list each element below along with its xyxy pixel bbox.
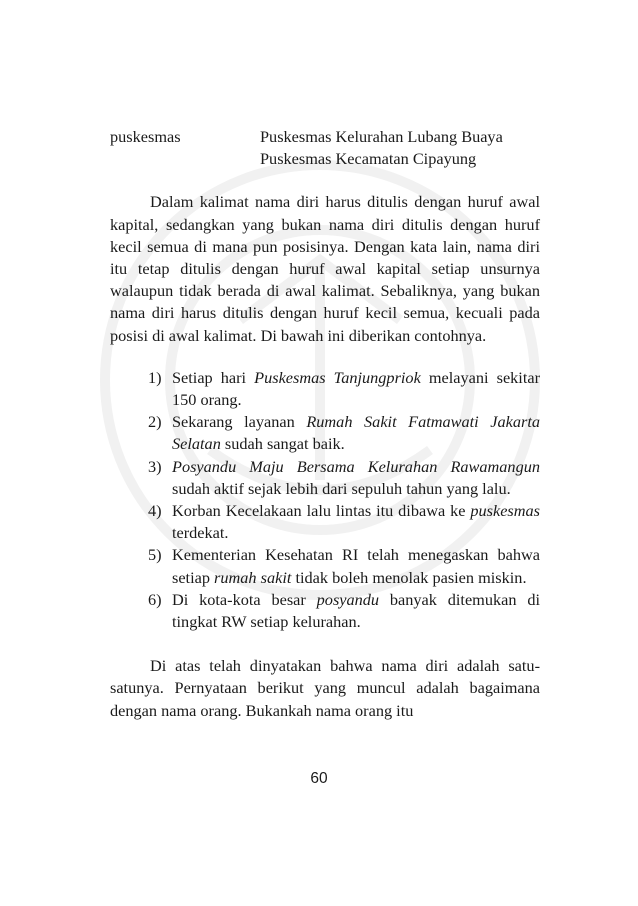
paragraph: Dalam kalimat nama diri harus ditulis dengan huruf awal kapital, sedangkan yang bukan nama diri ditulis dengan huruf kecil semua di mana pun posisinya. Dengan kata lain, nama diri itu tetap ditulis dengan huruf awal kapital setiap unsurnya walaupun tidak berada di awal kalimat. Sebaliknya, yang bukan nama diri harus ditulis dengan huruf kecil semua, kecuali pada posisi di awal kalimat. Di bawah ini diberikan contohnya. (110, 192, 540, 345)
term-values (260, 126, 540, 170)
list-item: 5) Kementerian Kesehatan RI telah menegaskan bahwa setiap rumah sakit tidak boleh menolak pasien miskin. (148, 545, 540, 587)
example-list (110, 367, 540, 633)
page-content (110, 126, 540, 722)
term-value: Puskesmas Kelurahan Lubang Buaya (260, 127, 503, 146)
term-example (110, 126, 540, 170)
list-item: 2) Sekarang layanan Rumah Sakit Fatmawati Jakarta Selatan sudah sangat baik. (148, 412, 541, 454)
term-value: Puskesmas Kecamatan Cipayung (260, 149, 477, 169)
list-item: 3) Posyandu Maju Bersama Kelurahan Rawamangun sudah aktif sejak lebih dari sepuluh tahun yang lalu. (148, 456, 540, 498)
list-item: 4) Korban Kecelakaan lalu lintas itu dibawa ke puskesmas terdekat. (148, 501, 540, 543)
paragraph: Di atas telah dinyatakan bahwa nama diri adalah satu-satunya. Pernyataan berikut yang muncul adalah bagaimana dengan nama orang. Bukankah nama orang itu (110, 656, 540, 720)
page-number: 60 (310, 770, 328, 787)
term-label: puskesmas (110, 127, 181, 146)
list-item: 1) Setiap hari Puskesmas Tanjungpriok melayani sekitar 150 orang. (148, 367, 541, 410)
list-item: 6) Di kota-kota besar posyandu banyak ditemukan di tingkat RW setiap kelurahan. (148, 589, 540, 632)
